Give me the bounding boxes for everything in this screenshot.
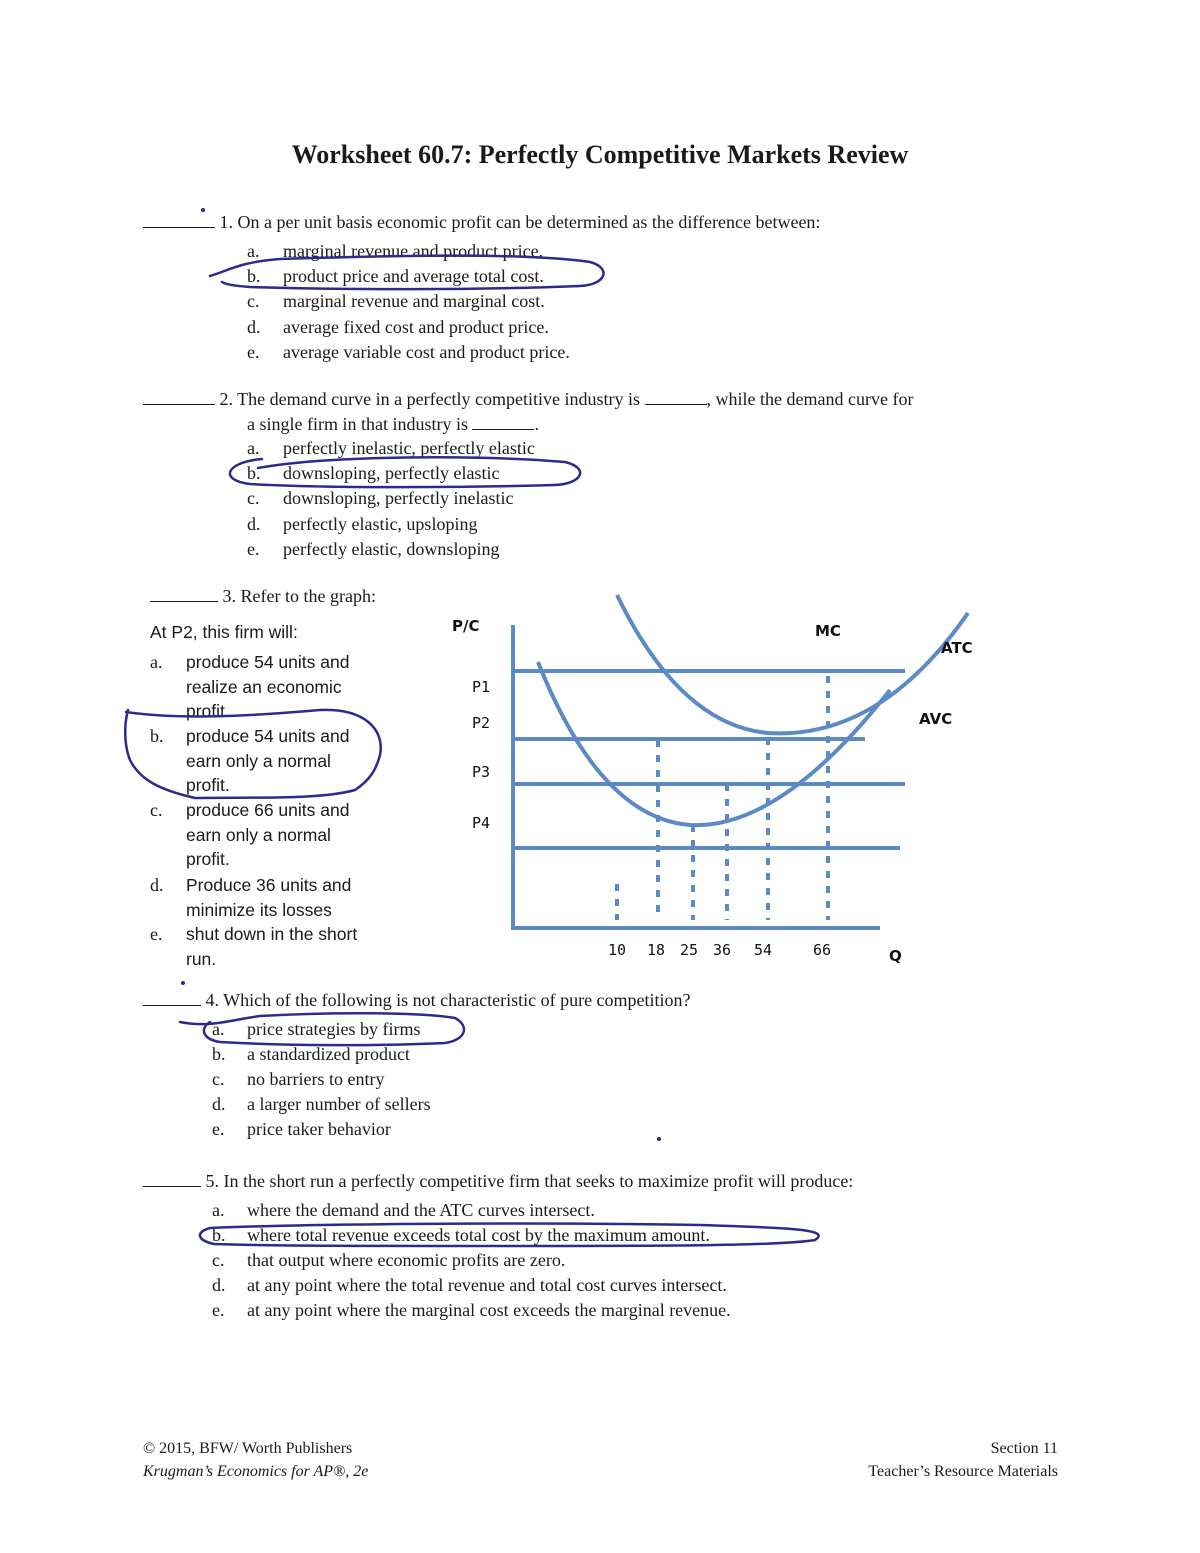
- option-letter: b.: [212, 1044, 226, 1064]
- q-tick-36: 36: [713, 941, 732, 959]
- question-1-stem: 1. On a per unit basis economic profit can be determined as the difference between:: [143, 211, 820, 233]
- option-text: a larger number of sellers: [247, 1094, 431, 1114]
- question-3-stem: 3. Refer to the graph:: [150, 585, 376, 607]
- option-letter: b.: [247, 266, 261, 287]
- option-text: product price and average total cost.: [283, 266, 544, 287]
- price-label-p3: P3: [472, 763, 491, 781]
- option-text: marginal revenue and product price.: [283, 241, 544, 261]
- option-text: where the demand and the ATC curves intersect.: [247, 1200, 595, 1220]
- option-letter: e.: [212, 1119, 225, 1139]
- option-text: downsloping, perfectly elastic: [283, 463, 500, 484]
- atc-label: ATC: [941, 639, 973, 657]
- answer-blank-3[interactable]: [150, 585, 218, 602]
- atc-curve: [617, 595, 968, 733]
- option-text: perfectly inelastic, perfectly elastic: [283, 438, 535, 458]
- option-letter: a.: [150, 652, 163, 672]
- page-title: Worksheet 60.7: Perfectly Competitive Markets Review: [291, 140, 909, 169]
- mc-label: MC: [815, 622, 841, 640]
- option-text: produce 54 units and realize an economic profit.: [186, 652, 350, 722]
- option-letter: d.: [212, 1275, 226, 1295]
- option-text: price strategies by firms: [247, 1019, 421, 1039]
- option-text: average variable cost and product price.: [283, 341, 570, 362]
- ink-dot: [181, 981, 185, 985]
- footer-section: Section 11: [990, 1440, 1058, 1457]
- inline-blank-industry[interactable]: [645, 388, 707, 405]
- ink-dot: [657, 1137, 661, 1141]
- option-text: Produce 36 units and minimize its losses: [186, 875, 352, 920]
- answer-blank-5[interactable]: [143, 1170, 201, 1187]
- question-2-stem: 2. The demand curve in a perfectly competitive industry is , while the demand curve for: [143, 388, 913, 410]
- graph-lines: [513, 595, 968, 930]
- y-axis-label: P/C: [452, 617, 480, 635]
- x-axis-label: Q: [889, 947, 902, 965]
- option-letter: e.: [150, 924, 163, 944]
- option-letter: a.: [212, 1200, 225, 1220]
- price-label-p4: P4: [472, 814, 491, 832]
- option-letter: a.: [212, 1019, 225, 1039]
- avc-curve: [538, 662, 890, 825]
- avc-label: AVC: [919, 710, 953, 728]
- footer-copyright: © 2015, BFW/ Worth Publishers: [143, 1440, 353, 1457]
- q-tick-10: 10: [608, 941, 627, 959]
- option-text: at any point where the marginal cost exceeds the marginal revenue.: [247, 1300, 731, 1320]
- option-letter: d.: [247, 316, 261, 337]
- option-letter: d.: [212, 1094, 226, 1114]
- q-tick-18: 18: [647, 941, 666, 959]
- option-letter: c.: [247, 291, 260, 312]
- q-tick-54: 54: [754, 941, 773, 959]
- question-3-prompt: At P2, this firm will:: [150, 622, 298, 642]
- option-letter: c.: [212, 1250, 225, 1270]
- q-tick-66: 66: [813, 941, 832, 959]
- q-tick-25: 25: [680, 941, 699, 959]
- option-text: perfectly elastic, downsloping: [283, 538, 500, 559]
- option-text: downsloping, perfectly inelastic: [283, 488, 514, 509]
- option-text: that output where economic profits are zero.: [247, 1250, 566, 1270]
- option-letter: e.: [247, 538, 260, 559]
- option-text: perfectly elastic, upsloping: [283, 513, 478, 534]
- option-letter: b.: [247, 463, 261, 484]
- option-text: where total revenue exceeds total cost by the maximum amount.: [247, 1225, 710, 1245]
- option-text: no barriers to entry: [247, 1069, 385, 1089]
- answer-blank-2[interactable]: [143, 388, 215, 405]
- answer-blank-4[interactable]: [143, 989, 201, 1006]
- option-letter: d.: [247, 513, 261, 534]
- question-2-stem-line-2: a single firm in that industry is .: [247, 414, 539, 434]
- option-letter: c.: [150, 800, 163, 820]
- option-letter: a.: [247, 241, 260, 261]
- option-letter: d.: [150, 875, 164, 895]
- footer-materials: Teacher’s Resource Materials: [868, 1463, 1058, 1480]
- option-letter: b.: [212, 1225, 226, 1245]
- option-letter: e.: [212, 1300, 225, 1320]
- option-letter: a.: [247, 438, 260, 458]
- question-5-stem: 5. In the short run a perfectly competitive firm that seeks to maximize profit will produce:: [143, 1170, 853, 1192]
- option-text: at any point where the total revenue and total cost curves intersect.: [247, 1275, 727, 1295]
- option-text: produce 66 units and earn only a normal profit.: [186, 800, 350, 870]
- inline-blank-firm[interactable]: [472, 413, 534, 430]
- quantity-dashed-lines: [617, 676, 828, 920]
- option-text: average fixed cost and product price.: [283, 316, 549, 337]
- option-letter: e.: [247, 341, 260, 362]
- option-text: price taker behavior: [247, 1119, 391, 1139]
- option-text: produce 54 units and earn only a normal profit.: [186, 726, 350, 796]
- option-text: marginal revenue and marginal cost.: [283, 291, 545, 312]
- option-text: a standardized product: [247, 1044, 410, 1064]
- option-text: shut down in the short run.: [186, 924, 358, 969]
- option-letter: b.: [150, 726, 164, 746]
- question-4-stem: 4. Which of the following is not characteristic of pure competition?: [143, 989, 691, 1011]
- price-label-p1: P1: [472, 678, 491, 696]
- footer-book: Krugman’s Economics for AP®, 2e: [143, 1463, 369, 1480]
- answer-blank-1[interactable]: [143, 211, 215, 228]
- option-letter: c.: [247, 488, 260, 509]
- option-letter: c.: [212, 1069, 225, 1089]
- price-label-p2: P2: [472, 714, 491, 732]
